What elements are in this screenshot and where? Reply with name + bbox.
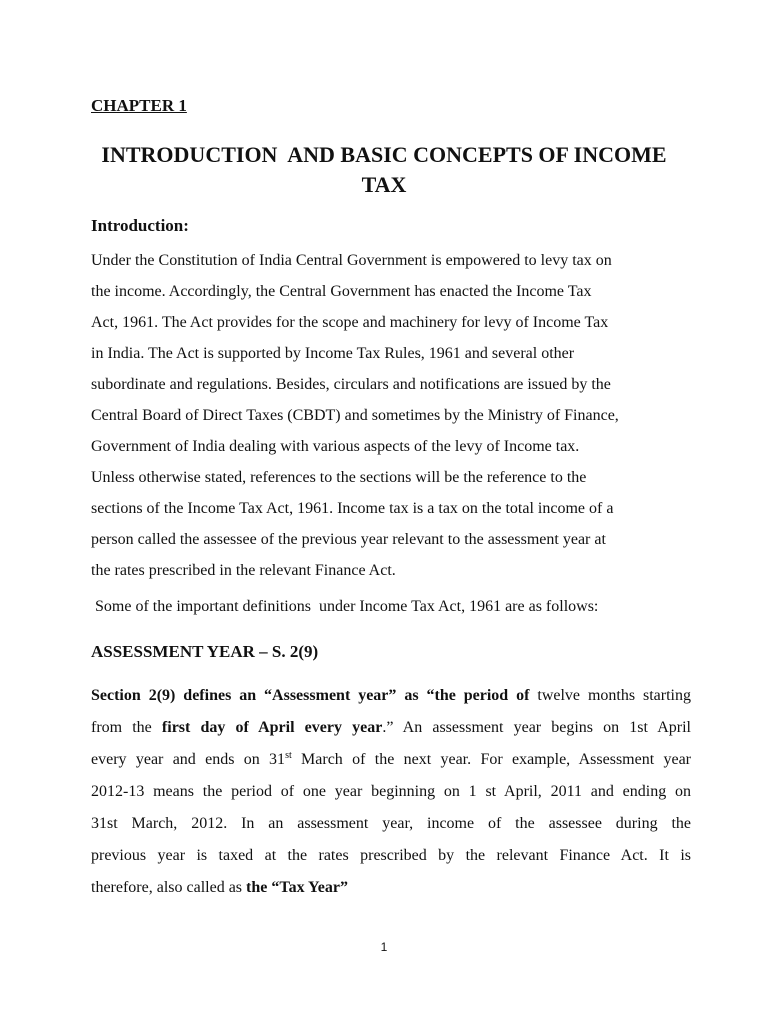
- superscript: st: [285, 750, 292, 761]
- paragraph-line: Under the Constitution of India Central Government is empowered to levy tax on: [91, 252, 612, 269]
- bold-text: the “Tax Year”: [246, 879, 348, 896]
- paragraph-line: Unless otherwise stated, references to the sections will be the reference to the: [91, 469, 587, 486]
- paragraph-line: Act, 1961. The Act provides for the scope and machinery for levy of Income Tax: [91, 314, 609, 331]
- paragraph-line: the income. Accordingly, the Central Government has enacted the Income Tax: [91, 283, 592, 300]
- introduction-heading: Introduction:: [91, 216, 189, 235]
- paragraph-line: in India. The Act is supported by Income Tax Rules, 1961 and several other: [91, 345, 575, 362]
- assessment-year-paragraph: [91, 680, 691, 904]
- paragraph-line: sections of the Income Tax Act, 1961. Income tax is a tax on the total income of a: [91, 500, 614, 517]
- text: therefore, also called as: [91, 879, 247, 896]
- chapter-title-line-2: TAX: [361, 172, 407, 197]
- text: March of the next year. For example, Assessment year: [291, 751, 691, 768]
- page-number: 1: [380, 940, 388, 954]
- paragraph-line: [91, 680, 691, 712]
- chapter-title-line-1: INTRODUCTION AND BASIC CONCEPTS OF INCOME: [101, 142, 667, 167]
- text: from the: [91, 719, 162, 736]
- paragraph-line: Government of India dealing with various aspects of the levy of Income tax.: [91, 438, 580, 455]
- paragraph-line: Central Board of Direct Taxes (CBDT) and sometimes by the Ministry of Finance,: [91, 407, 619, 424]
- text: every year and ends on 31: [91, 751, 286, 768]
- bold-text: Section 2(9) defines an “Assessment year” as “the period of: [91, 687, 530, 704]
- text: twelve months starting: [529, 687, 691, 704]
- paragraph-line: [91, 744, 691, 776]
- paragraph-line: [91, 872, 691, 904]
- paragraph-line: subordinate and regulations. Besides, circulars and notifications are issued by the: [91, 376, 611, 393]
- chapter-label: CHAPTER 1: [91, 96, 187, 115]
- text: .” An assessment year begins on 1st April: [382, 719, 691, 736]
- paragraph-line: person called the assessee of the previous year relevant to the assessment year at: [91, 531, 606, 548]
- bold-text: first day of April every year: [161, 719, 383, 736]
- chapter-title: [70, 140, 698, 200]
- assessment-year-heading: ASSESSMENT YEAR – S. 2(9): [91, 642, 319, 661]
- paragraph-line: 2012-13 means the period of one year beginning on 1 st April, 2011 and ending on: [91, 783, 691, 800]
- paragraph-line: 31st March, 2012. In an assessment year, income of the assessee during the: [91, 815, 691, 832]
- definitions-intro: Some of the important definitions under Income Tax Act, 1961 are as follows:: [91, 598, 599, 615]
- paragraph-line: the rates prescribed in the relevant Finance Act.: [91, 562, 396, 579]
- introduction-paragraph: [91, 245, 691, 586]
- paragraph-line: previous year is taxed at the rates prescribed by the relevant Finance Act. It is: [91, 847, 691, 864]
- paragraph-line: [91, 712, 691, 744]
